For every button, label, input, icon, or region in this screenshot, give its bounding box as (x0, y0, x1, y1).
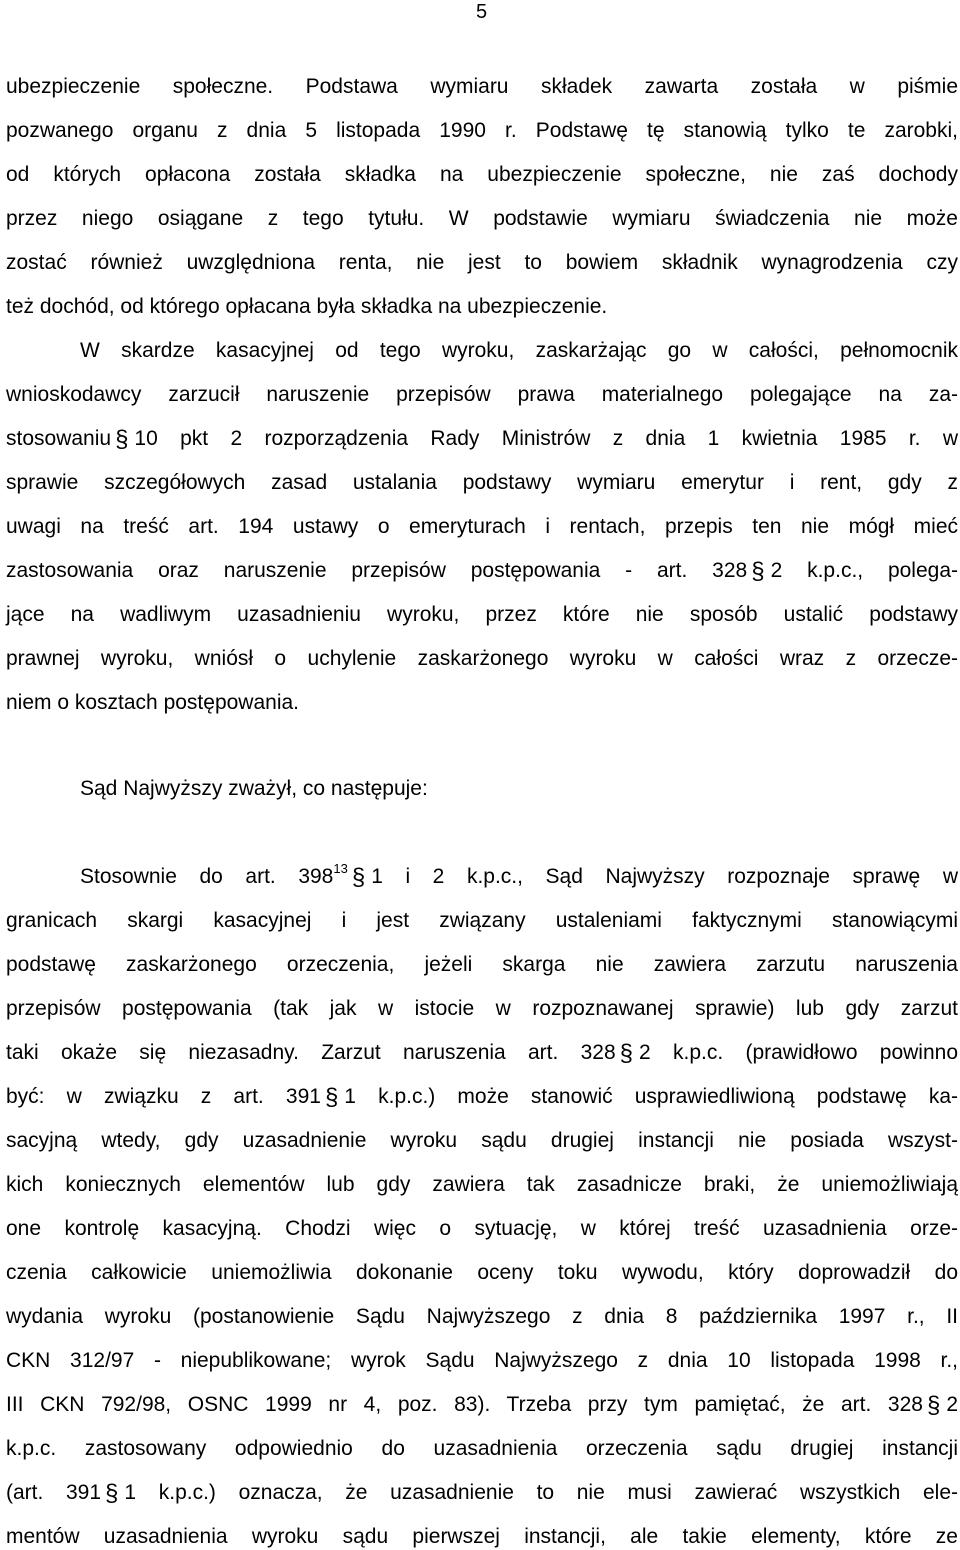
text-segment: III CKN 792/98, OSNC 1999 nr 4, poz. 83). Trzeba przy tym pamiętać, że art. 328 (6, 1393, 923, 1416)
text-segment: 10 pkt 2 rozporządzenia Rady Ministrów z dnia 1 kwietnia 1985 r. w (134, 427, 958, 450)
text-segment: być: w związku z art. 391 (6, 1085, 321, 1108)
text-segment: 1 k.p.c.) może stanowić usprawiedliwioną podstawę ka- (344, 1085, 959, 1108)
text-line: W skardze kasacyjnej od tego wyroku, zaskarżając go w całości, pełnomocnik (80, 339, 958, 362)
section-sign: § (351, 864, 366, 891)
text-line (80, 861, 958, 891)
section-heading: Sąd Najwyższy zważył, co następuje: (80, 777, 428, 800)
text-line (6, 1392, 958, 1418)
page-number: 5 (476, 1, 488, 23)
text-line: jące na wadliwym uzasadnieniu wyroku, przez które nie sposób ustalić podstawy (6, 603, 958, 626)
text-segment: 1 i 2 k.p.c., Sąd Najwyższy rozpoznaje sprawę w (371, 865, 958, 888)
text-line: kich koniecznych elementów lub gdy zawiera tak zasadnicze braki, że uniemożliwiają (6, 1173, 958, 1196)
section-sign: § (926, 1392, 941, 1419)
text-segment: taki okaże się niezasadny. Zarzut naruszenia art. 328 (6, 1041, 616, 1064)
text-line: mentów uzasadnienia wyroku sądu pierwszej instancji, ale takie elementy, które ze (6, 1525, 958, 1548)
text-line: wydania wyroku (postanowienie Sądu Najwyższego z dnia 8 października 1997 r., II (6, 1305, 958, 1328)
section-sign: § (619, 1040, 634, 1067)
text-segment: 1 k.p.c.) oznacza, że uzasadnienie to nie musi zawierać wszystkich ele- (124, 1481, 958, 1504)
section-sign: § (751, 558, 765, 585)
text-line: one kontrolę kasacyjną. Chodzi więc o sytuację, w której treść uzasadnienia orze- (6, 1217, 958, 1240)
text-line: przez niego osiągane z tego tytułu. W podstawie wymiaru świadczenia nie może (6, 207, 958, 230)
text-line: sacyjną wtedy, gdy uzasadnienie wyroku sądu drugiej instancji nie posiada wszyst- (6, 1129, 958, 1152)
text-line: pozwanego organu z dnia 5 listopada 1990 r. Podstawę tę stanowią tylko te zarobki, (6, 119, 958, 142)
text-line: prawnej wyroku, wniósł o uchylenie zaskarżonego wyroku w całości wraz z orzecze- (6, 647, 958, 670)
text-segment: Stosownie do art. 398 (80, 865, 334, 888)
text-line: czenia całkowicie uniemożliwia dokonanie oceny toku wywodu, który doprowadził do (6, 1261, 958, 1284)
section-sign: § (115, 426, 129, 453)
text-line: CKN 312/97 - niepublikowane; wyrok Sądu Najwyższego z dnia 10 listopada 1998 r., (6, 1349, 958, 1372)
text-line (6, 426, 958, 452)
text-line: ubezpieczenie społeczne. Podstawa wymiaru składek zawarta została w piśmie (6, 75, 958, 98)
text-segment: 2 (946, 1393, 958, 1416)
text-line: uwagi na treść art. 194 ustawy o emeryturach i rentach, przepis ten nie mógł mieć (6, 515, 958, 538)
text-line: podstawę zaskarżonego orzeczenia, jeżeli skarga nie zawiera zarzutu naruszenia (6, 953, 958, 976)
text-line (6, 1040, 958, 1066)
superscript: 13 (333, 861, 348, 876)
text-line: zostać również uwzględniona renta, nie jest to bowiem składnik wynagrodzenia czy (6, 251, 958, 274)
text-segment: 2 k.p.c., polega- (770, 559, 959, 582)
section-sign: § (324, 1084, 339, 1111)
text-line: też dochód, od którego opłacana była składka na ubezpieczenie. (6, 295, 608, 318)
text-line (6, 1084, 958, 1110)
text-line: przepisów postępowania (tak jak w istocie w rozpoznawanej sprawie) lub gdy zarzut (6, 997, 958, 1020)
text-line (6, 1480, 958, 1506)
section-sign: § (105, 1480, 119, 1507)
text-line (6, 558, 958, 584)
text-segment: stosowaniu (6, 427, 112, 450)
text-line: k.p.c. zastosowany odpowiednio do uzasadnienia orzeczenia sądu drugiej instancji (6, 1437, 958, 1460)
text-line: niem o kosztach postępowania. (6, 691, 300, 714)
text-line: wnioskodawcy zarzucił naruszenie przepisów prawa materialnego polegające na za- (6, 383, 958, 406)
text-segment: (art. 391 (6, 1481, 102, 1504)
text-line: od których opłacona została składka na ubezpieczenie społeczne, nie zaś dochody (6, 163, 958, 186)
text-line: granicach skargi kasacyjnej i jest związany ustaleniami faktycznymi stanowiącymi (6, 909, 958, 932)
text-line: sprawie szczegółowych zasad ustalania podstawy wymiaru emerytur i rent, gdy z (6, 471, 958, 494)
text-segment: 2 k.p.c. (prawidłowo powinno (639, 1041, 959, 1064)
text-segment: zastosowania oraz naruszenie przepisów postępowania - art. 328 (6, 559, 748, 582)
